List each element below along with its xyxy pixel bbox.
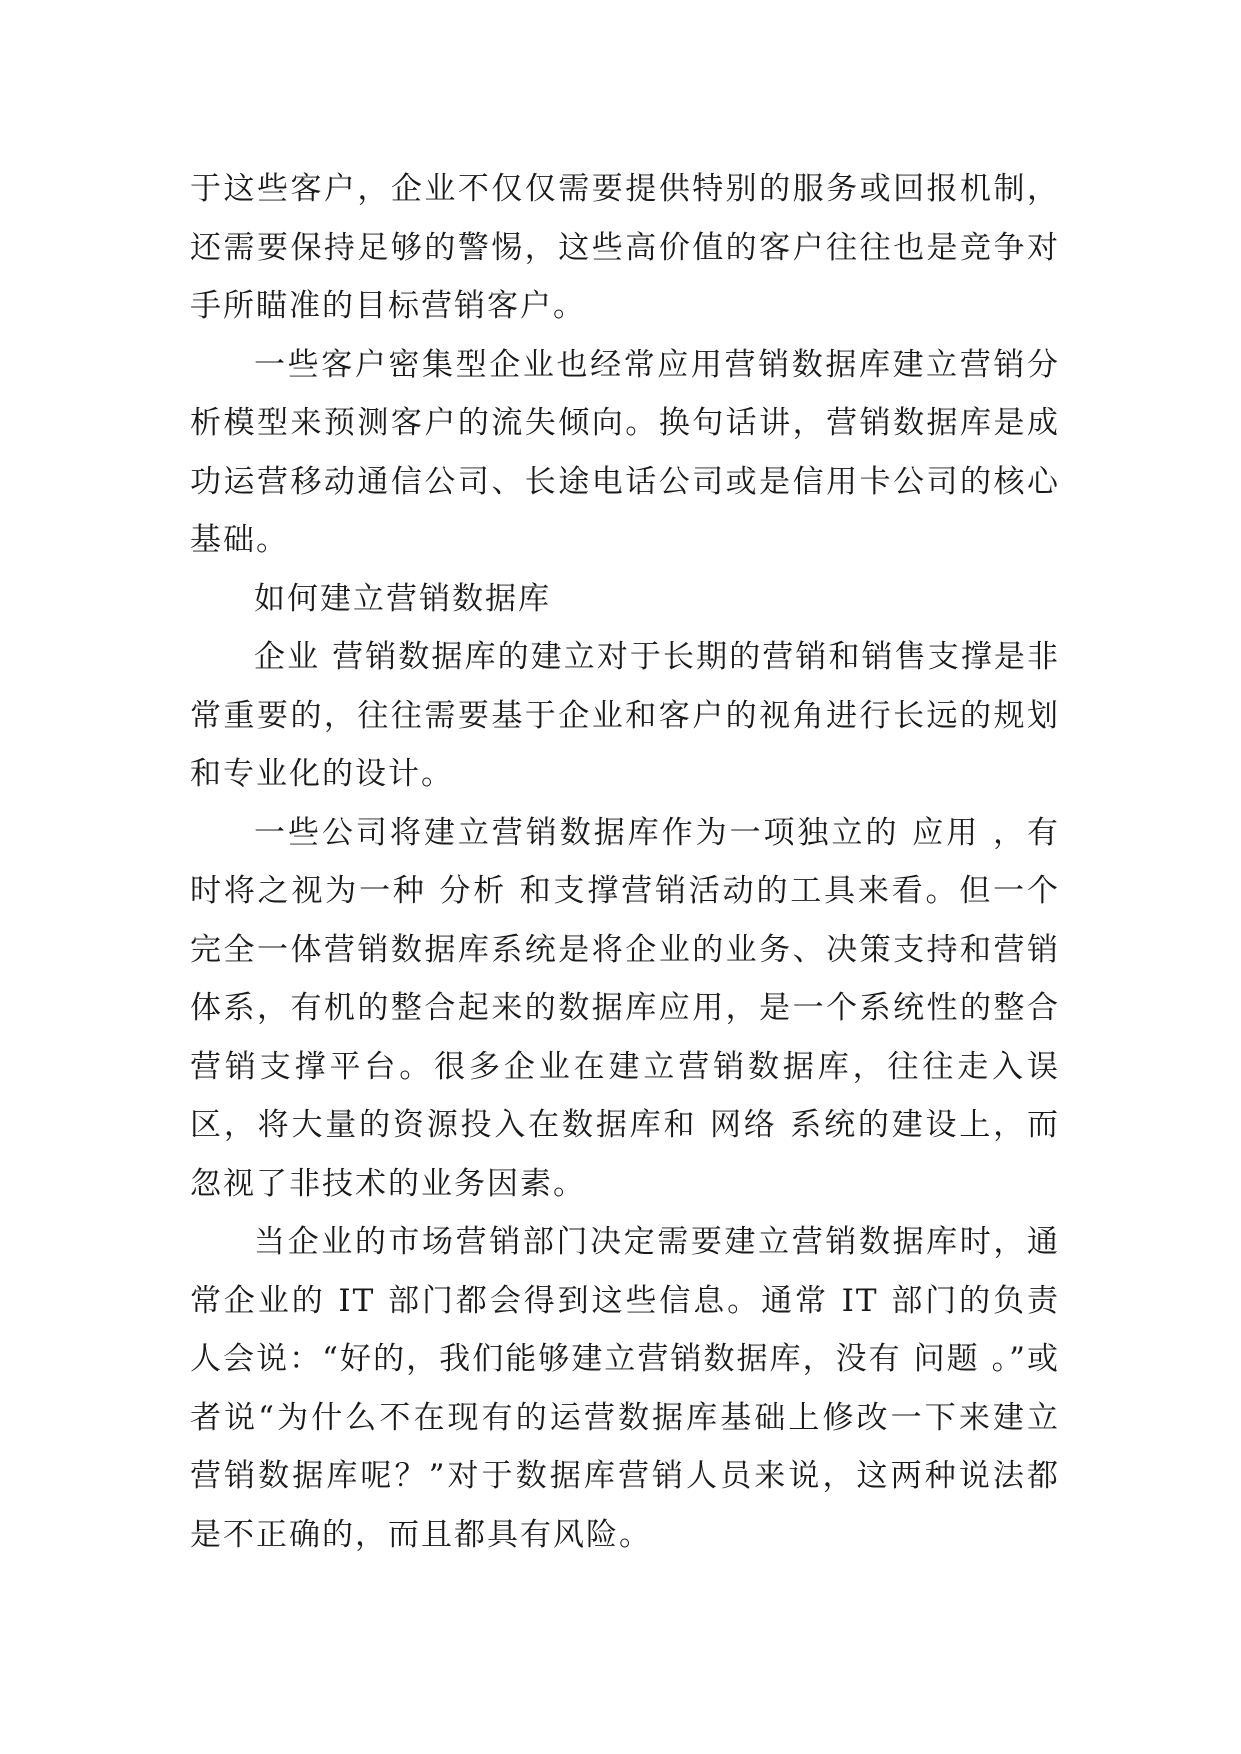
paragraph: 一些客户密集型企业也经常应用营销数据库建立营销分析模型来预测客户的流失倾向。换句话讲，营销数据库是成功运营移动通信公司、长途电话公司或是信用卡公司的核心基础。 <box>190 346 1060 558</box>
paragraph: 当企业的市场营销部门决定需要建立营销数据库时，通常企业的 IT 部门都会得到这些信息。通常 IT 部门的负责人会说：“好的，我们能够建立营销数据库，没有 问题 。”或者说“为什么不在现有的运营数据库基础上修改一下来建立营销数据库呢？”对于数据库营销人员来说，这两种说法都是不正确的，而且都具有风险。 <box>190 1224 1060 1553</box>
paragraph: 一些公司将建立营销数据库作为一项独立的 应用 ，有时将之视为一种 分析 和支撑营销活动的工具来看。但一个完全一体营销数据库系统是将企业的业务、决策支持和营销体系，有机的整合起来的数据库应用，是一个系统性的整合营销支撑平台。很多企业在建立营销数据库，往往走入误区，将大量的资源投入在数据库和 网络 系统的建设上，而忽视了非技术的业务因素。 <box>190 814 1060 1202</box>
paragraph: 企业 营销数据库的建立对于长期的营销和销售支撑是非常重要的，往往需要基于企业和客户的视角进行长远的规划和专业化的设计。 <box>190 639 1060 792</box>
document-body <box>190 160 1060 1564</box>
paragraph-continuation: 于这些客户，企业不仅仅需要提供特别的服务或回报机制，还需要保持足够的警惕，这些高价值的客户往往也是竞争对手所瞄准的目标营销客户。 <box>190 171 1060 324</box>
section-heading: 如何建立营销数据库 <box>254 580 551 617</box>
